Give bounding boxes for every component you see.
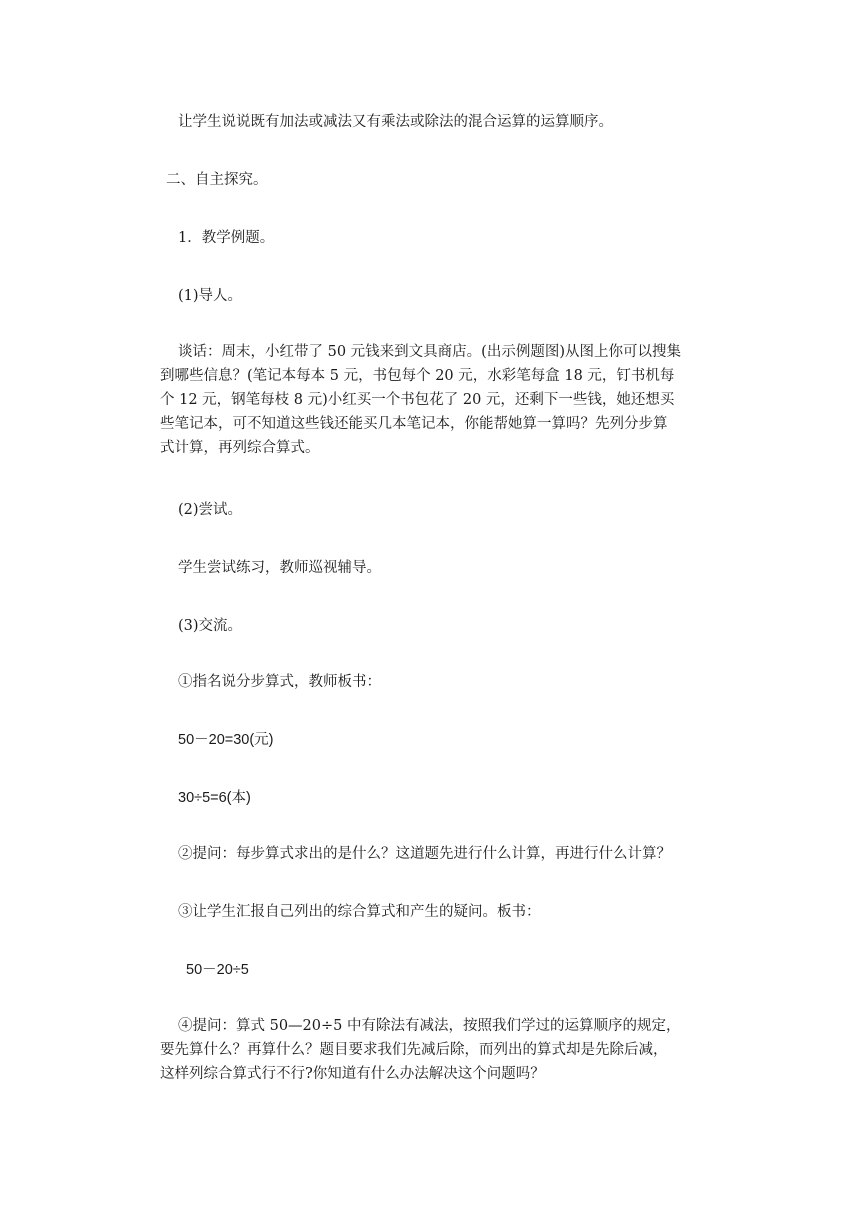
paragraph-talk-line-1: 谈话：周末，小红带了 50 元钱来到文具商店。(出示例题图)从图上你可以搜集: [178, 344, 681, 360]
paragraph-practice: 学生尝试练习，教师巡视辅导。: [178, 560, 381, 576]
step-heading-exchange: (3)交流。: [178, 618, 243, 634]
paragraph-talk-line-5: 式计算，再列综合算式。: [160, 440, 320, 456]
paragraph-talk-line-2: 到哪些信息？(笔记本每本 5 元，书包每个 20 元，水彩笔每盒 18 元，钉书机每: [160, 368, 675, 384]
formula-step-2: 30÷5=6(本): [178, 790, 251, 806]
paragraph-report: ③让学生汇报自己列出的综合算式和产生的疑问。板书：: [178, 904, 541, 920]
step-heading-intro: (1)导人。: [178, 288, 243, 304]
paragraph-intro: 让学生说说既有加法或减法又有乘法或除法的混合运算的运算顺序。: [178, 114, 613, 130]
section-heading: 二、自主探究。: [166, 172, 268, 188]
paragraph-step-formulas: ①指名说分步算式，教师板书：: [178, 674, 381, 690]
paragraph-talk-line-4: 些笔记本，可不知道这些钱还能买几本笔记本，你能帮她算一算吗？先列分步算: [160, 416, 668, 432]
paragraph-talk-line-3: 个 12 元，钢笔每枝 8 元)小红买一个书包花了 20 元，还剩下一些钱，她还想买: [160, 392, 675, 408]
formula-step-1: 50－20=30(元): [178, 732, 274, 748]
paragraph-question-2-line-1: ④提问：算式 50—20÷5 中有除法有减法，按照我们学过的运算顺序的规定，: [178, 1018, 681, 1034]
step-heading-try: (2)尝试。: [178, 502, 243, 518]
paragraph-question-2-line-2: 要先算什么？再算什么？题目要求我们先减后除，而列出的算式却是先除后减，: [160, 1042, 668, 1058]
paragraph-question-2-line-3: 这样列综合算式行不行?你知道有什么办法解决这个问题吗？: [160, 1066, 545, 1082]
formula-combined: 50－20÷5: [186, 962, 249, 978]
subheading-example: 1．教学例题。: [178, 230, 275, 246]
paragraph-question-1: ②提问：每步算式求出的是什么？这道题先进行什么计算，再进行什么计算？: [178, 846, 671, 862]
